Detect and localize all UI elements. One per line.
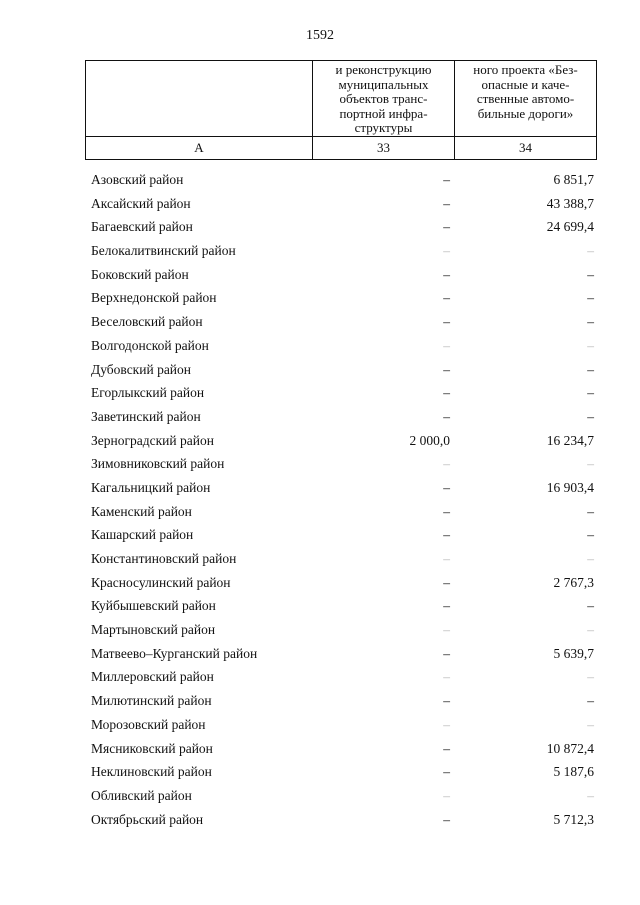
value-col33: 2 000,0: [409, 432, 450, 448]
value-col33: –: [443, 503, 450, 519]
table-row: [0, 288, 640, 312]
col33-header-line: муниципальных: [338, 76, 429, 92]
district-name: Морозовский район: [91, 716, 206, 732]
index-label-name: А: [86, 136, 313, 159]
page-number: 1592: [306, 28, 334, 43]
header-cell-col34: [455, 61, 597, 137]
col34-header-line: ного проекта «Без-: [473, 62, 578, 77]
district-name: Мясниковский район: [91, 740, 213, 756]
district-name: Неклиновский район: [91, 764, 212, 780]
table-row: [0, 194, 640, 218]
value-col34: 24 699,4: [546, 219, 594, 235]
value-col34: –: [587, 314, 594, 330]
col34-header-line: опасные и каче-: [481, 76, 570, 92]
value-col33: –: [443, 266, 450, 282]
header-row: [86, 61, 597, 137]
district-name: Белокалитвинский район: [91, 243, 236, 259]
col33-header-line: и реконструкцию: [335, 62, 432, 77]
index-label-col34: 34: [455, 136, 597, 159]
table-row: [0, 502, 640, 526]
value-col34: –: [587, 622, 594, 638]
district-name: Волгодонской район: [91, 337, 209, 353]
table-row: [0, 431, 640, 455]
district-name: Мартыновский район: [91, 622, 216, 638]
value-col33: –: [443, 243, 450, 259]
district-name: Матвеево–Курганский район: [91, 645, 258, 661]
table-row: [0, 360, 640, 384]
value-col33: –: [443, 764, 450, 780]
value-col34: 2 767,3: [553, 574, 594, 590]
col33-header-line: портной инфра-: [339, 105, 428, 121]
value-col33: –: [443, 598, 450, 614]
header-cell-name: [86, 61, 313, 137]
column-index-row: [86, 136, 597, 159]
value-col34: 43 388,7: [546, 195, 594, 211]
value-col33: –: [443, 527, 450, 543]
district-name: Зимовниковский район: [91, 456, 225, 472]
value-col34: –: [587, 456, 594, 472]
value-col34: –: [587, 337, 594, 353]
table-row: [0, 454, 640, 478]
value-col33: –: [443, 551, 450, 566]
district-name: Багаевский район: [91, 219, 193, 235]
value-col33: –: [443, 456, 450, 472]
table-row: [0, 549, 640, 573]
district-name: Егорлыкский район: [91, 385, 205, 401]
table-row: [0, 667, 640, 691]
table-row: [0, 762, 640, 786]
district-name: Веселовский район: [91, 314, 203, 330]
district-name: Куйбышевский район: [91, 598, 216, 614]
table-row: [0, 170, 640, 194]
value-col33: –: [443, 385, 450, 401]
col34-header-line: бильные дороги»: [477, 105, 574, 121]
table-row: [0, 525, 640, 549]
value-col33: –: [443, 290, 450, 306]
value-col33: –: [443, 740, 450, 756]
value-col33: –: [443, 645, 450, 661]
value-col33: –: [443, 811, 450, 827]
table-row: [0, 715, 640, 739]
district-name: Октябрьский район: [91, 811, 204, 827]
district-name: Зерноградский район: [91, 432, 214, 448]
value-col34: 16 903,4: [546, 479, 594, 495]
value-col34: 5 712,3: [553, 811, 594, 827]
value-col34: 16 234,7: [546, 432, 594, 448]
table-row: [0, 786, 640, 810]
district-name: Кашарский район: [91, 527, 194, 543]
value-col34: 5 187,6: [553, 764, 594, 780]
district-name: Дубовский район: [91, 361, 192, 377]
table-row: [0, 312, 640, 336]
district-name: Миллеровский район: [91, 669, 214, 685]
value-col34: –: [587, 669, 594, 685]
header-cell-col33: [313, 61, 455, 137]
col33-header-line: структуры: [354, 120, 413, 135]
col33-header-line: объектов транс-: [339, 91, 428, 106]
table-row: [0, 691, 640, 715]
value-col33: –: [443, 314, 450, 330]
value-col34: 6 851,7: [553, 172, 594, 187]
table-row: [0, 596, 640, 620]
table-row: [0, 336, 640, 360]
value-col34: –: [587, 243, 594, 259]
value-col33: –: [443, 172, 450, 187]
district-rows: [0, 170, 640, 833]
value-col34: –: [587, 408, 594, 424]
value-col34: –: [587, 266, 594, 282]
district-name: Азовский район: [91, 172, 184, 187]
table-row: [0, 620, 640, 644]
table-row: [0, 810, 640, 834]
value-col34: –: [587, 551, 594, 566]
value-col33: –: [443, 479, 450, 495]
value-col34: –: [587, 503, 594, 519]
value-col34: –: [587, 527, 594, 543]
value-col34: –: [587, 787, 594, 803]
value-col33: –: [443, 195, 450, 211]
value-col33: –: [443, 361, 450, 377]
col34-header-line: ственные автомо-: [476, 91, 575, 106]
table-row: [0, 478, 640, 502]
value-col33: –: [443, 622, 450, 638]
district-name: Милютинский район: [91, 693, 212, 709]
table-row: [0, 265, 640, 289]
value-col34: –: [587, 693, 594, 709]
district-name: Заветинский район: [91, 408, 201, 424]
table-row: [0, 383, 640, 407]
district-name: Боковский район: [91, 266, 189, 282]
value-col33: –: [443, 716, 450, 732]
value-col33: –: [443, 787, 450, 803]
district-name: Красносулинский район: [91, 574, 231, 590]
table-row: [0, 407, 640, 431]
table-row: [0, 241, 640, 265]
district-name: Обливский район: [91, 787, 192, 803]
value-col34: –: [587, 385, 594, 401]
value-col34: –: [587, 716, 594, 732]
value-col33: –: [443, 337, 450, 353]
district-name: Аксайский район: [91, 195, 191, 211]
index-label-col33: 33: [313, 136, 455, 159]
district-name: Верхнедонской район: [91, 290, 217, 306]
value-col33: –: [443, 219, 450, 235]
value-col33: –: [443, 574, 450, 590]
district-name: Каменский район: [91, 503, 192, 519]
table-row: [0, 573, 640, 597]
table-row: [0, 644, 640, 668]
district-name: Константиновский район: [91, 551, 237, 566]
table-header: [85, 60, 597, 160]
value-col34: 5 639,7: [553, 645, 594, 661]
value-col34: 10 872,4: [546, 740, 594, 756]
value-col34: –: [587, 598, 594, 614]
value-col33: –: [443, 693, 450, 709]
district-name: Кагальницкий район: [91, 479, 211, 495]
value-col34: –: [587, 361, 594, 377]
value-col33: –: [443, 408, 450, 424]
value-col34: –: [587, 290, 594, 306]
table-row: [0, 217, 640, 241]
value-col33: –: [443, 669, 450, 685]
table-row: [0, 739, 640, 763]
